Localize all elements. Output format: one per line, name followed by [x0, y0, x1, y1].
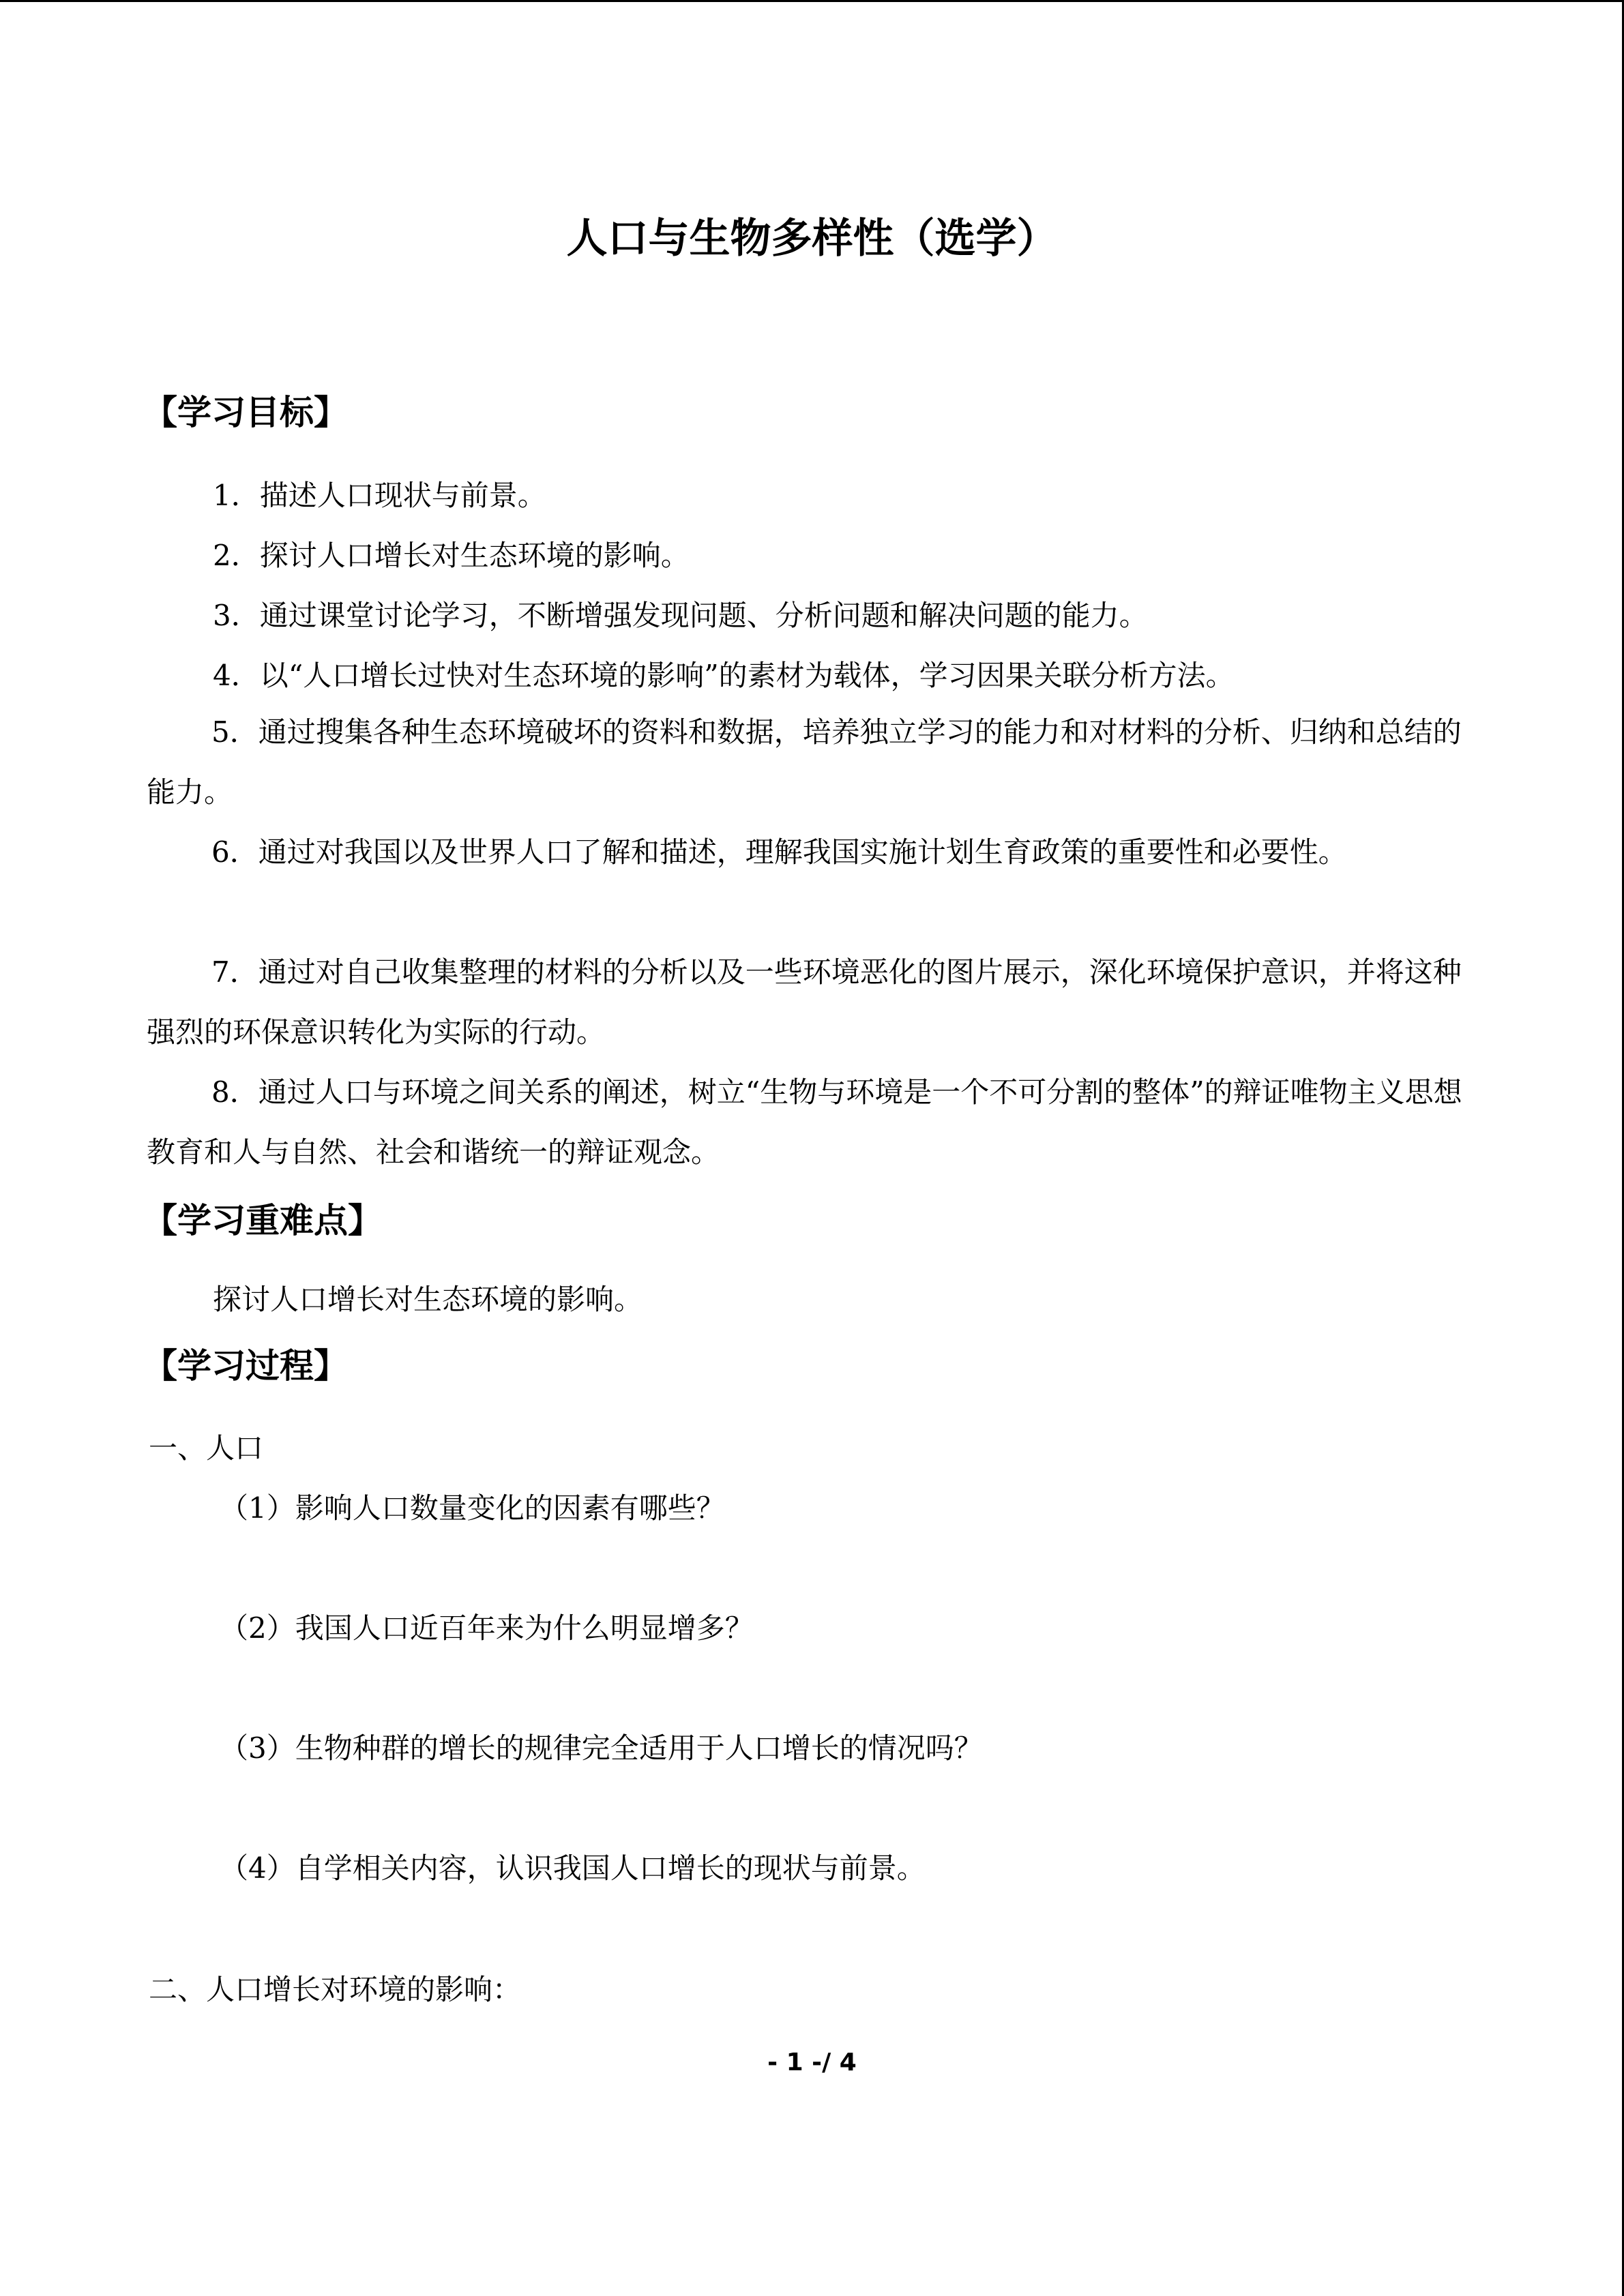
- question-item: （4）自学相关内容，认识我国人口增长的现状与前景。: [220, 1851, 926, 1885]
- objective-item: 5．通过搜集各种生态环境破坏的资料和数据，培养独立学习的能力和对材料的分析、归纳和总结的能力。: [147, 715, 1462, 809]
- objective-item: 2．探讨人口增长对生态环境的影响。: [213, 539, 690, 572]
- part1-title: 一、人口: [149, 1431, 264, 1465]
- objective-item: 4．以“人口增长过快对生态环境的影响”的素材为载体，学习因果关联分析方法。: [213, 659, 1235, 692]
- question-item: （2）我国人口近百年来为什么明显增多？: [220, 1611, 754, 1645]
- document-title: 人口与生物多样性（选学）: [566, 215, 1058, 263]
- question-item: （3）生物种群的增长的规律完全适用于人口增长的情况吗？: [220, 1731, 983, 1765]
- objective-item: 3．通过课堂讨论学习，不断增强发现问题、分析问题和解决问题的能力。: [213, 599, 1148, 632]
- heading-process: 【学习过程】: [143, 1346, 348, 1386]
- heading-objectives: 【学习目标】: [143, 393, 348, 432]
- objective-item: 7．通过对自己收集整理的材料的分析以及一些环境恶化的图片展示，深化环境保护意识，并将这种强烈的环保意识转化为实际的行动。: [147, 955, 1462, 1049]
- part2-title: 二、人口增长对环境的影响：: [149, 1973, 522, 2006]
- question-item: （1）影响人口数量变化的因素有哪些？: [220, 1491, 725, 1525]
- objective-item: 6．通过对我国以及世界人口了解和描述，理解我国实施计划生育政策的重要性和必要性。: [211, 835, 1347, 869]
- heading-key-points: 【学习重难点】: [143, 1201, 382, 1240]
- page-number: - 1 -/ 4: [767, 2048, 857, 2076]
- objective-item: 8．通过人口与环境之间关系的阐述，树立“生物与环境是一个不可分割的整体”的辩证唯物主义思想教育和人与自然、社会和谐统一的辩证观念。: [147, 1075, 1462, 1169]
- objective-item: 1．描述人口现状与前景。: [213, 479, 546, 512]
- key-points-text: 探讨人口增长对生态环境的影响。: [213, 1283, 643, 1316]
